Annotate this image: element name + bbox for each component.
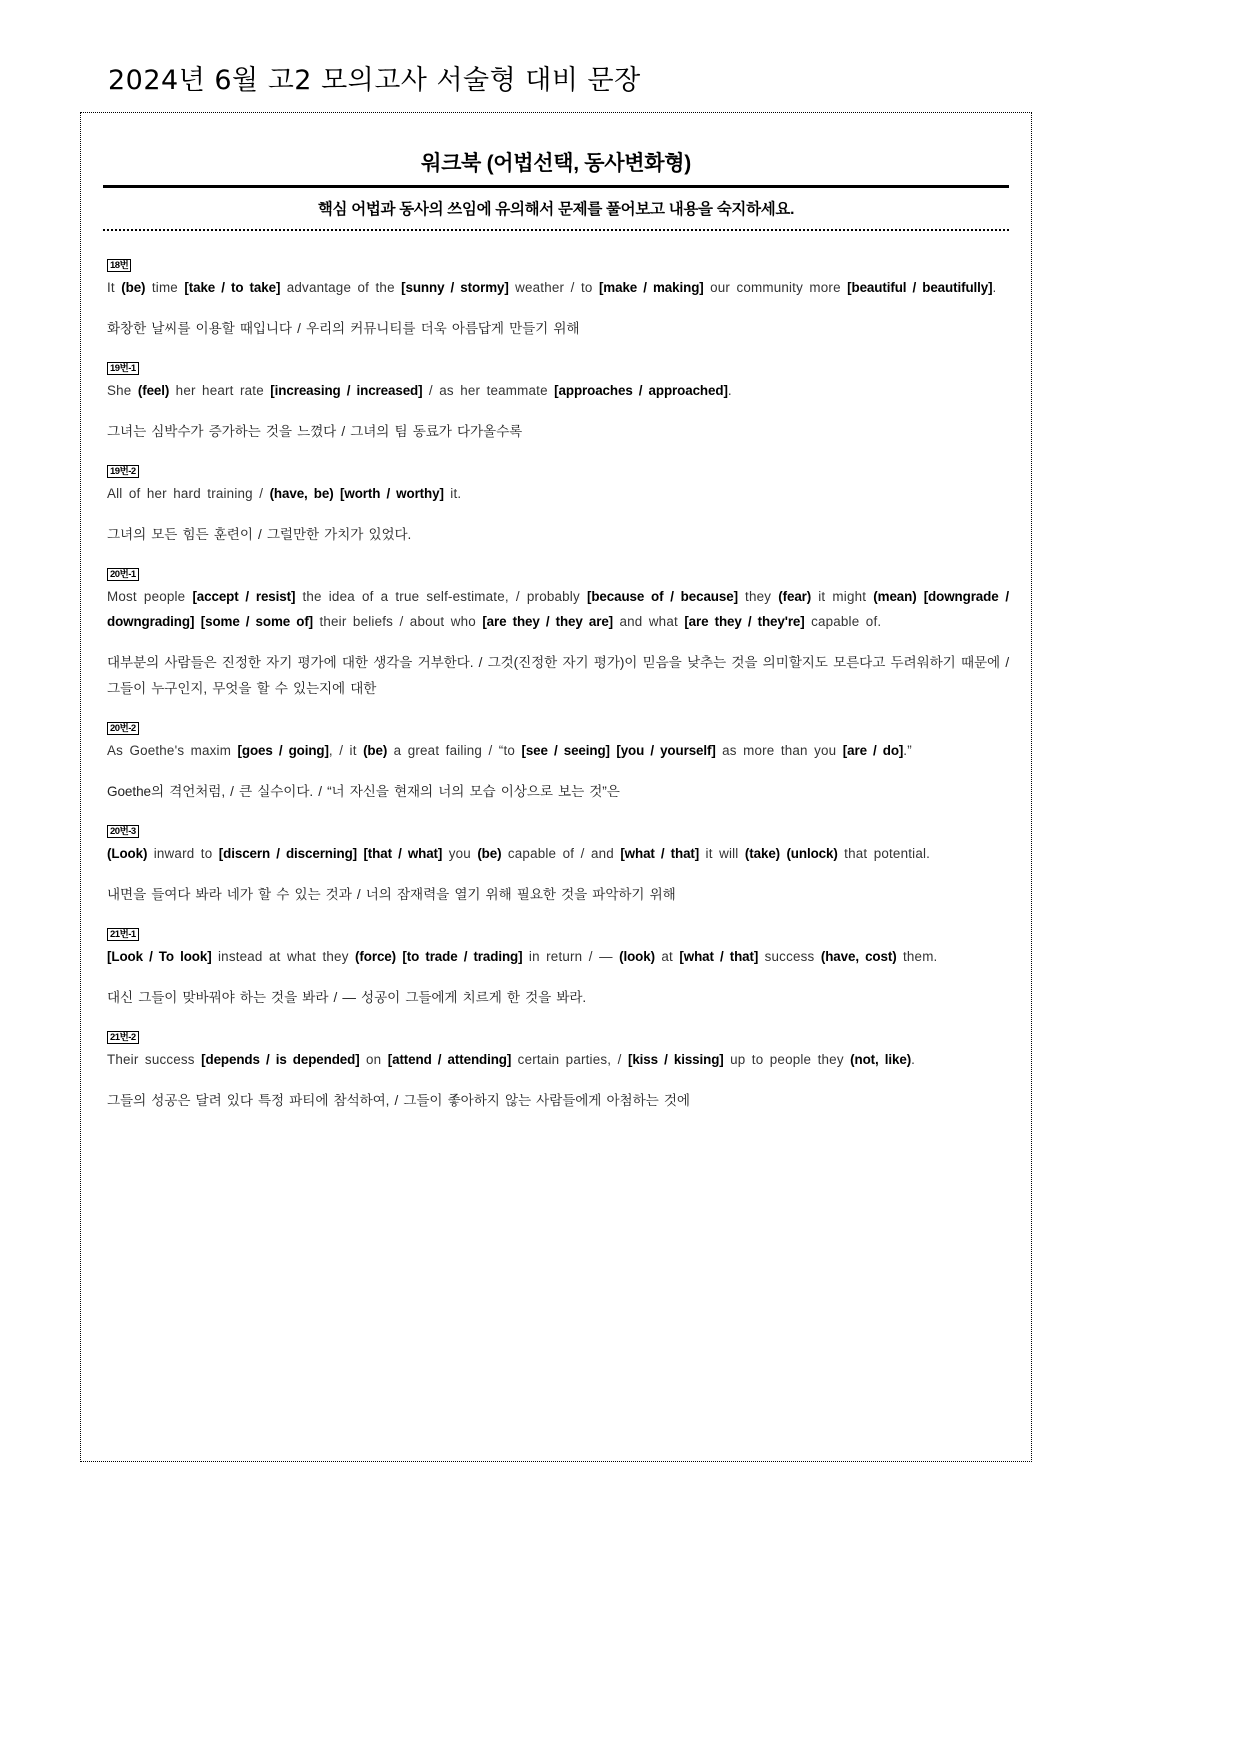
korean-translation: 화창한 날씨를 이용할 때입니다 / 우리의 커뮤니티를 더욱 아름답게 만들기 위해 <box>107 321 580 336</box>
question-number-badge: 19번-1 <box>107 362 139 375</box>
question-block <box>103 710 1009 805</box>
korean-translation: 그들의 성공은 달려 있다 특정 파티에 참석하여, / 그들이 좋아하지 않는 사람들에게 아첨하는 것에 <box>107 1093 690 1108</box>
korean-translation: Goethe의 격언처럼, / 큰 실수이다. / “너 자신을 현재의 너의 모습 이상으로 보는 것”은 <box>107 784 620 799</box>
page-title: 2024년 6월 고2 모의고사 서술형 대비 문장 <box>108 65 641 96</box>
english-sentence: All of her hard training / (have, be) [worth / worthy] it. <box>107 486 462 501</box>
question-block <box>103 556 1009 702</box>
question-block <box>103 453 1009 548</box>
subtitle-divider <box>103 229 1009 231</box>
question-number-badge: 19번-2 <box>107 465 139 478</box>
question-block <box>103 1019 1009 1114</box>
workbook-subtitle: 핵심 어법과 동사의 쓰임에 유의해서 문제를 풀어보고 내용을 숙지하세요. <box>317 201 795 218</box>
question-number-badge: 21번-2 <box>107 1031 139 1044</box>
english-sentence: (Look) inward to [discern / discerning] [that / what] you (be) capable of / and [what / that] it will (take) (unlock) that potential. <box>107 846 931 861</box>
english-sentence: Their success [depends / is depended] on [attend / attending] certain parties, / [kiss / kissing] up to people they (not, like). <box>107 1052 915 1067</box>
question-block <box>103 350 1009 445</box>
korean-translation: 내면을 들여다 봐라 네가 할 수 있는 것과 / 너의 잠재력을 열기 위해 필요한 것을 파악하기 위해 <box>107 887 676 902</box>
worksheet-container <box>80 112 1032 1462</box>
korean-translation: 그녀는 심박수가 증가하는 것을 느꼈다 / 그녀의 팀 동료가 다가올수록 <box>107 424 523 439</box>
question-number-badge: 18번 <box>107 259 131 272</box>
question-number-badge: 20번-2 <box>107 722 139 735</box>
english-sentence: [Look / To look] instead at what they (force) [to trade / trading] in return / — (look) at [what / that] success (have, cost) them. <box>107 949 938 964</box>
korean-translation: 대부분의 사람들은 진정한 자기 평가에 대한 생각을 거부한다. / 그것(진정한 자기 평가)이 믿음을 낮추는 것을 의미할지도 모른다고 두려워하기 때문에 / 그들이 누구인지, 무엇을 할 수 있는지에 대한 <box>107 655 1009 696</box>
korean-translation: 그녀의 모든 힘든 훈련이 / 그럴만한 가치가 있었다. <box>107 527 412 542</box>
question-number-badge: 21번-1 <box>107 928 139 941</box>
workbook-title: 워크북 (어법선택, 동사변화형) <box>421 152 691 175</box>
korean-translation: 대신 그들이 맞바꿔야 하는 것을 봐라 / — 성공이 그들에게 치르게 한 것을 봐라. <box>107 990 587 1005</box>
question-block <box>103 247 1009 342</box>
question-number-badge: 20번-1 <box>107 568 139 581</box>
question-number-badge: 20번-3 <box>107 825 139 838</box>
english-sentence: It (be) time [take / to take] advantage of the [sunny / stormy] weather / to [make / making] our community more [beautiful / beautifully]. <box>107 280 997 295</box>
question-block <box>103 813 1009 908</box>
english-sentence: As Goethe's maxim [goes / going], / it (be) a great failing / “to [see / seeing] [you / yourself] as more than you [are / do].” <box>107 743 912 758</box>
question-list <box>103 247 1009 1114</box>
english-sentence: Most people [accept / resist] the idea of a true self-estimate, / probably [because of / because] they (fear) it might (mean) [downgrade / downgrading] [some / some of] their beliefs / about who [are they / they are] and what [are they / they're] capable of. <box>107 589 1010 629</box>
english-sentence: She (feel) her heart rate [increasing / increased] / as her teammate [approaches / approached]. <box>107 383 732 398</box>
question-block <box>103 916 1009 1011</box>
